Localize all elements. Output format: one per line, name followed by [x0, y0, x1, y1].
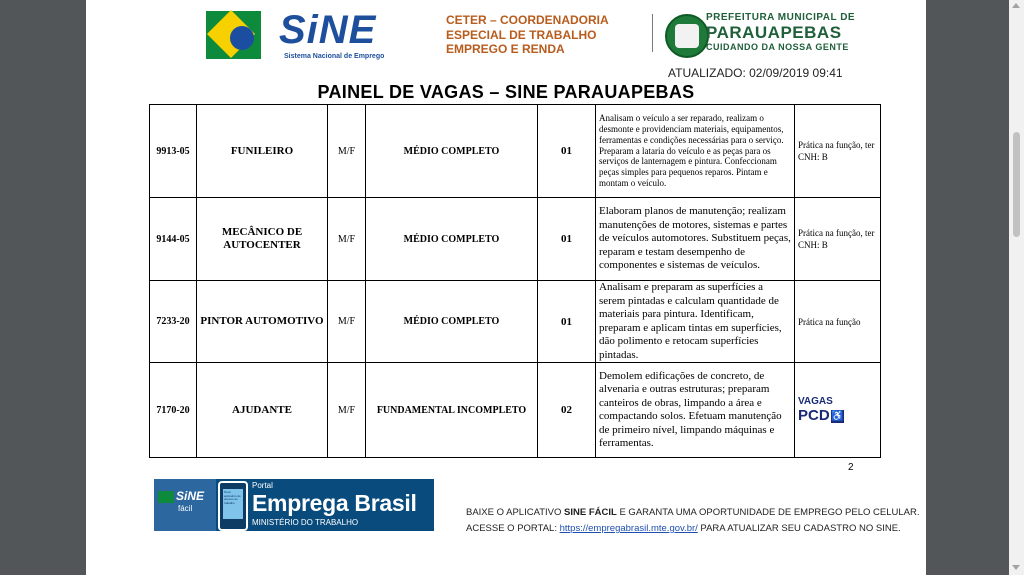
document-page	[86, 0, 926, 575]
ceter-line: ESPECIAL DE TRABALHO	[446, 27, 597, 42]
job-sex: M/F	[328, 281, 366, 363]
job-role: MECÂNICO DE AUTOCENTER	[197, 198, 328, 281]
job-education: MÉDIO COMPLETO	[366, 198, 538, 281]
job-sex: M/F	[328, 105, 366, 198]
page-title: PAINEL DE VAGAS – SINE PARAUAPEBAS	[317, 82, 695, 102]
ceter-heading	[446, 13, 609, 57]
job-requirement: Prática na função, ter CNH: B	[795, 198, 881, 281]
job-code: 9144-05	[150, 198, 197, 281]
prefeitura-seal-icon	[665, 14, 709, 58]
prefeitura-name: PARAUAPEBAS	[706, 23, 842, 42]
scrollbar[interactable]	[1009, 0, 1024, 575]
ceter-line: CETER – COORDENADORIA	[446, 13, 609, 27]
job-requirement: Prática na função	[795, 281, 881, 363]
job-quantity: 01	[538, 105, 596, 198]
updated-timestamp: ATUALIZADO: 02/09/2019 09:41	[668, 66, 843, 80]
scroll-up-icon[interactable]	[1012, 3, 1020, 8]
job-role: PINTOR AUTOMOTIVO	[197, 281, 328, 363]
sine-facil-logo	[154, 479, 216, 531]
table-row	[150, 281, 881, 363]
logo-divider	[652, 14, 653, 52]
scroll-thumb[interactable]	[1013, 132, 1020, 237]
table-row	[150, 198, 881, 281]
brazil-flag-logo	[206, 11, 261, 59]
footer-message	[466, 505, 919, 537]
job-description: Demolem edificações de concreto, de alvenaria e outras estruturas; preparam canteiros de obras, limpando a área e compactando solos. Efetuam manutenção de primeiro nível, limpando máquinas e ferramentas.	[596, 363, 795, 458]
job-code: 9913-05	[150, 105, 197, 198]
job-education: FUNDAMENTAL INCOMPLETO	[366, 363, 538, 458]
job-quantity: 01	[538, 198, 596, 281]
vacancy-table	[149, 104, 881, 458]
pcd-label: PCD	[798, 407, 830, 424]
job-quantity: 02	[538, 363, 596, 458]
job-sex: M/F	[328, 198, 366, 281]
sine-facil-text: SiNE	[176, 489, 205, 503]
sine-logo: SiNE	[279, 8, 377, 52]
footer-line2	[466, 521, 919, 537]
job-quantity: 01	[538, 281, 596, 363]
sine-subtitle: Sistema Nacional de Emprego	[284, 53, 385, 60]
job-role: AJUDANTE	[197, 363, 328, 458]
job-role: FUNILEIRO	[197, 105, 328, 198]
phone-icon	[218, 481, 248, 531]
footer-line1-pre: BAIXE O APLICATIVO	[466, 507, 565, 518]
job-description: Analisam o veículo a ser reparado, realizam o desmonte e providenciam materiais, equipamentos, ferramentas e condições necessárias para o serviço. Preparam a lataria do veículo e as peças para os serviços de lanternagem e pintura. Confeccionam peças simples para pequenos reparos. Pintam e montam o veículo.	[596, 105, 795, 198]
ceter-line: EMPREGO E RENDA	[446, 42, 565, 56]
job-code: 7170-20	[150, 363, 197, 458]
job-requirement: Prática na função, ter CNH: B	[795, 105, 881, 198]
phone-screen-text: Novo aplicativo de acesso ao trabalho	[224, 490, 241, 505]
footer-line1-post: E GARANTA UMA OPORTUNIDADE DE EMPREGO PELO CELULAR.	[616, 507, 920, 518]
banner-portal-label: Portal	[252, 481, 273, 490]
page-number: 2	[848, 462, 854, 473]
job-education: MÉDIO COMPLETO	[366, 105, 538, 198]
footer-line1-app: SINE FÁCIL	[564, 507, 617, 518]
job-code: 7233-20	[150, 281, 197, 363]
table-row	[150, 105, 881, 198]
job-description: Analisam e preparam as superfícies a serem pintadas e calculam quantidade de materiais para pintura. Identificam, preparam e aplicam tintas em superfícies, dão polimento e retocam superfícies pintadas.	[596, 281, 795, 363]
pcd-badge-top: VAGAS	[798, 396, 833, 407]
wheelchair-icon: ♿	[830, 410, 844, 422]
job-description: Elaboram planos de manutenção; realizam manutenções de motores, sistemas e partes de veículos automotores. Substituem peças, reparam e testam desempenho de componentes e sistemas de veículos.	[596, 198, 795, 281]
banner-title: Emprega Brasil	[252, 490, 417, 516]
mini-flag-icon	[158, 491, 174, 503]
job-sex: M/F	[328, 363, 366, 458]
footer-line2-pre: ACESSE O PORTAL:	[466, 523, 560, 534]
prefeitura-line1: PREFEITURA MUNICIPAL DE	[706, 12, 856, 23]
job-education: MÉDIO COMPLETO	[366, 281, 538, 363]
table-row	[150, 363, 881, 458]
portal-link[interactable]: https://empregabrasil.mte.gov.br/	[559, 523, 698, 534]
empregabrasil-banner	[154, 479, 434, 531]
prefeitura-slogan: CUIDANDO DA NOSSA GENTE	[706, 42, 849, 52]
sine-facil-sub: fácil	[178, 504, 193, 513]
banner-ministerio: MINISTÉRIO DO TRABALHO	[252, 518, 359, 527]
footer-line1	[466, 505, 919, 521]
scroll-down-icon[interactable]	[1012, 565, 1020, 570]
footer-line2-post: PARA ATUALIZAR SEU CADASTRO NO SINE.	[697, 523, 901, 534]
pcd-badge-bottom	[798, 408, 877, 424]
pcd-badge	[795, 363, 881, 458]
